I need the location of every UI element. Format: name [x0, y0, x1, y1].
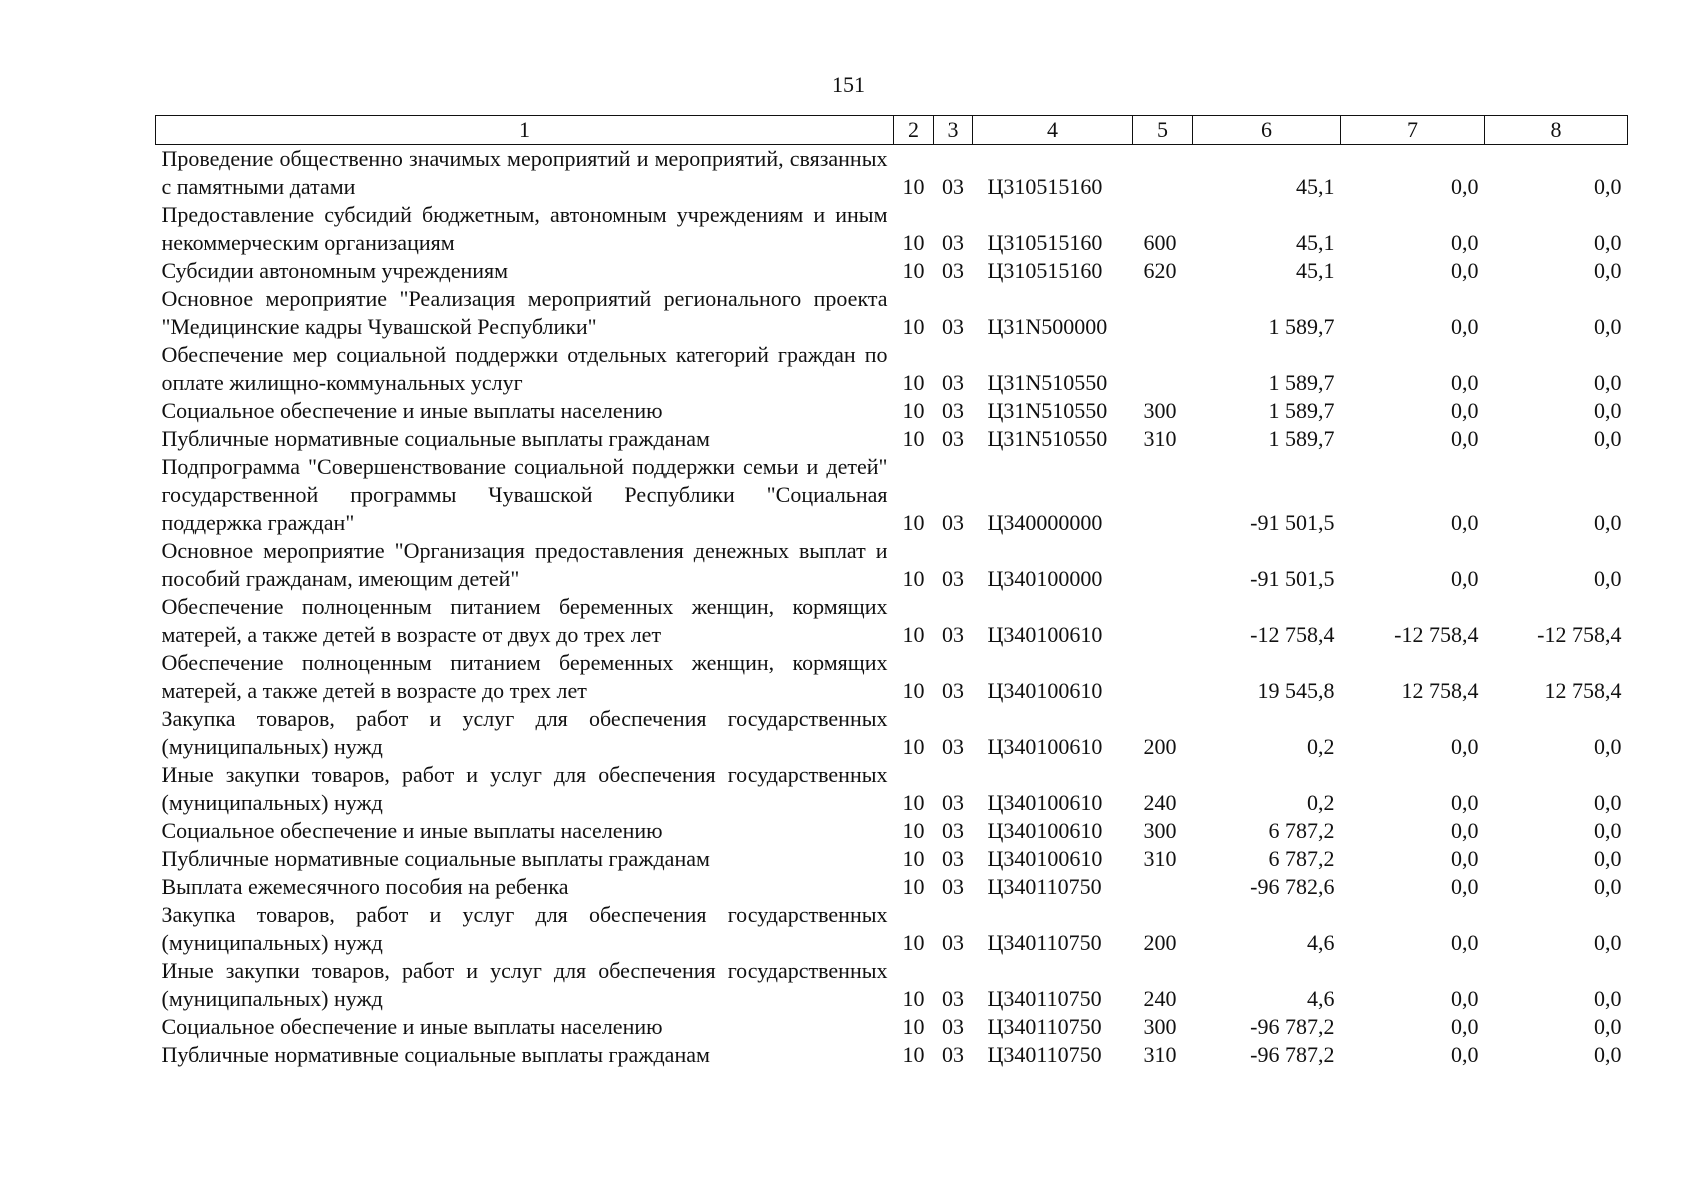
row-expense-type-cell: 600 [1143, 230, 1177, 255]
table-row [156, 705, 1628, 761]
row-name-text: Иные закупки товаров, работ и услуг для обеспечения государственных (муниципальных) нужд [161, 762, 888, 815]
column-header-6: 6 [1193, 116, 1341, 145]
row-subsection-cell: 03 [942, 370, 964, 395]
row-amount-col7-cell: 0,0 [1451, 398, 1479, 423]
row-amount-col8-cell: 0,0 [1594, 1014, 1622, 1039]
row-name-text: Предоставление субсидий бюджетным, автономным учреждениям и иным некоммерческим организациям [161, 202, 888, 255]
row-subsection-cell: 03 [942, 1014, 964, 1039]
column-header-2: 2 [894, 116, 934, 145]
row-expense-type-cell: 240 [1143, 790, 1177, 815]
row-section-cell: 10 [902, 622, 925, 647]
row-name-cell [156, 705, 894, 761]
row-section-cell: 10 [902, 930, 925, 955]
row-amount-col8-cell: 0,0 [1594, 258, 1622, 283]
row-expense-type-cell: 200 [1143, 734, 1177, 759]
row-expense-type-cell: 240 [1143, 986, 1177, 1011]
row-subsection-cell: 03 [942, 678, 964, 703]
row-subsection-cell: 03 [942, 398, 964, 423]
column-header-5: 5 [1133, 116, 1193, 145]
row-name-cell [156, 761, 894, 817]
row-name-cell [156, 285, 894, 341]
row-subsection-cell: 03 [942, 566, 964, 591]
row-name-text: Субсидии автономным учреждениям [161, 258, 509, 283]
row-target-code-cell: Ц310515160 [987, 258, 1103, 283]
row-subsection-cell: 03 [942, 426, 964, 451]
column-header-3: 3 [934, 116, 973, 145]
table-row [156, 397, 1628, 425]
table-row [156, 285, 1628, 341]
row-expense-type-cell: 200 [1143, 930, 1177, 955]
row-amount-col8-cell: 0,0 [1594, 174, 1622, 199]
row-subsection-cell: 03 [942, 790, 964, 815]
row-subsection-cell: 03 [942, 510, 964, 535]
row-amount-col7-cell: 0,0 [1451, 370, 1479, 395]
row-section-cell: 10 [902, 566, 925, 591]
table-row [156, 341, 1628, 397]
row-section-cell: 10 [902, 986, 925, 1011]
table-row [156, 817, 1628, 845]
table-row [156, 845, 1628, 873]
row-name-cell [156, 145, 894, 202]
column-header-8: 8 [1485, 116, 1628, 145]
row-name-text: Основное мероприятие "Организация предоставления денежных выплат и пособий гражданам, имеющим детей" [161, 538, 888, 591]
row-expense-type-cell: 310 [1143, 426, 1177, 451]
row-section-cell: 10 [902, 174, 925, 199]
row-target-code-cell: Ц340100610 [987, 734, 1103, 759]
row-amount-col7-cell: 0,0 [1451, 874, 1479, 899]
row-amount-col7-cell: 0,0 [1451, 258, 1479, 283]
row-section-cell: 10 [902, 370, 925, 395]
row-amount-col7-cell: 0,0 [1451, 790, 1479, 815]
row-expense-type-cell [1133, 341, 1193, 397]
row-name-text: Обеспечение полноценным питанием беременных женщин, кормящих матерей, а также детей в возрасте от двух до трех лет [161, 594, 888, 647]
row-amount-col6-cell: 45,1 [1296, 258, 1335, 283]
row-subsection-cell: 03 [942, 1042, 964, 1067]
row-amount-col6-cell: -91 501,5 [1250, 510, 1335, 535]
row-subsection-cell: 03 [942, 874, 964, 899]
table-row [156, 957, 1628, 1013]
row-name-cell [156, 425, 894, 453]
row-name-cell [156, 649, 894, 705]
row-target-code-cell: Ц340110750 [987, 930, 1102, 955]
row-name-cell [156, 1041, 894, 1069]
row-target-code-cell: Ц340110750 [987, 1042, 1102, 1067]
table-row [156, 649, 1628, 705]
row-name-text: Публичные нормативные социальные выплаты гражданам [161, 846, 710, 871]
row-expense-type-cell: 620 [1143, 258, 1177, 283]
table-row [156, 593, 1628, 649]
row-amount-col7-cell: 12 758,4 [1401, 678, 1479, 703]
row-amount-col6-cell: 45,1 [1296, 230, 1335, 255]
row-name-text: Публичные нормативные социальные выплаты гражданам [161, 1042, 710, 1067]
row-name-text: Основное мероприятие "Реализация мероприятий регионального проекта "Медицинские кадры Чувашской Республики" [161, 286, 888, 339]
row-section-cell: 10 [902, 846, 925, 871]
row-subsection-cell: 03 [942, 258, 964, 283]
row-expense-type-cell: 310 [1143, 846, 1177, 871]
row-name-text: Подпрограмма "Совершенствование социальной поддержки семьи и детей" государственной программы Чувашской Республики "Социальная поддержка граждан" [161, 454, 888, 535]
row-expense-type-cell [1133, 453, 1193, 537]
row-amount-col6-cell: 1 589,7 [1268, 426, 1335, 451]
row-target-code-cell: Ц340100610 [987, 818, 1103, 843]
row-expense-type-cell [1133, 649, 1193, 705]
row-amount-col7-cell: 0,0 [1451, 986, 1479, 1011]
row-amount-col7-cell: 0,0 [1451, 818, 1479, 843]
table-row [156, 201, 1628, 257]
row-amount-col7-cell: 0,0 [1451, 1042, 1479, 1067]
row-amount-col6-cell: 6 787,2 [1268, 818, 1335, 843]
row-name-cell [156, 957, 894, 1013]
row-name-text: Обеспечение полноценным питанием беременных женщин, кормящих матерей, а также детей в возрасте до трех лет [161, 650, 888, 703]
row-section-cell: 10 [902, 426, 925, 451]
row-expense-type-cell: 300 [1143, 398, 1177, 423]
row-amount-col6-cell: 1 589,7 [1268, 370, 1335, 395]
row-section-cell: 10 [902, 1014, 925, 1039]
row-section-cell: 10 [902, 1042, 925, 1067]
row-amount-col6-cell: 4,6 [1307, 930, 1335, 955]
row-name-text: Закупка товаров, работ и услуг для обеспечения государственных (муниципальных) нужд [161, 902, 888, 955]
row-amount-col7-cell: 0,0 [1451, 510, 1479, 535]
table-row [156, 761, 1628, 817]
row-section-cell: 10 [902, 790, 925, 815]
row-expense-type-cell: 300 [1143, 1014, 1177, 1039]
row-subsection-cell: 03 [942, 930, 964, 955]
row-target-code-cell: Ц31N500000 [987, 314, 1108, 339]
row-amount-col8-cell: 0,0 [1594, 398, 1622, 423]
row-target-code-cell: Ц340110750 [987, 986, 1102, 1011]
row-name-text: Социальное обеспечение и иные выплаты населению [161, 818, 663, 843]
column-header-4: 4 [973, 116, 1133, 145]
row-expense-type-cell [1133, 537, 1193, 593]
row-name-cell [156, 873, 894, 901]
row-amount-col7-cell: 0,0 [1451, 230, 1479, 255]
row-target-code-cell: Ц340110750 [987, 874, 1102, 899]
row-name-text: Иные закупки товаров, работ и услуг для обеспечения государственных (муниципальных) нужд [161, 958, 888, 1011]
row-expense-type-cell [1133, 873, 1193, 901]
row-section-cell: 10 [902, 230, 925, 255]
table-row [156, 453, 1628, 537]
row-expense-type-cell [1133, 145, 1193, 202]
row-amount-col8-cell: 0,0 [1594, 510, 1622, 535]
row-subsection-cell: 03 [942, 314, 964, 339]
row-target-code-cell: Ц310515160 [987, 174, 1103, 199]
row-amount-col7-cell: 0,0 [1451, 734, 1479, 759]
row-amount-col8-cell: 0,0 [1594, 1042, 1622, 1067]
table-row [156, 537, 1628, 593]
row-amount-col8-cell: 0,0 [1594, 790, 1622, 815]
row-amount-col8-cell: 0,0 [1594, 986, 1622, 1011]
row-target-code-cell: Ц310515160 [987, 230, 1103, 255]
row-name-cell [156, 397, 894, 425]
row-name-text: Проведение общественно значимых мероприятий и мероприятий, связанных с памятными датами [161, 146, 888, 199]
row-section-cell: 10 [902, 258, 925, 283]
row-target-code-cell: Ц31N510550 [987, 398, 1108, 423]
row-amount-col8-cell: 12 758,4 [1544, 678, 1622, 703]
row-target-code-cell: Ц340100610 [987, 622, 1103, 647]
table-row [156, 901, 1628, 957]
row-subsection-cell: 03 [942, 734, 964, 759]
row-subsection-cell: 03 [942, 818, 964, 843]
row-amount-col6-cell: -96 787,2 [1250, 1042, 1335, 1067]
row-name-text: Социальное обеспечение и иные выплаты населению [161, 398, 663, 423]
row-amount-col6-cell: 1 589,7 [1268, 398, 1335, 423]
row-amount-col8-cell: 0,0 [1594, 846, 1622, 871]
row-name-cell [156, 453, 894, 537]
row-amount-col6-cell: -91 501,5 [1250, 566, 1335, 591]
row-amount-col8-cell: 0,0 [1594, 566, 1622, 591]
row-subsection-cell: 03 [942, 846, 964, 871]
row-expense-type-cell [1133, 285, 1193, 341]
row-section-cell: 10 [902, 314, 925, 339]
row-name-cell [156, 537, 894, 593]
row-name-cell [156, 341, 894, 397]
row-target-code-cell: Ц340100610 [987, 846, 1103, 871]
row-amount-col6-cell: 1 589,7 [1268, 314, 1335, 339]
row-section-cell: 10 [902, 678, 925, 703]
row-amount-col7-cell: -12 758,4 [1394, 622, 1479, 647]
row-target-code-cell: Ц340100610 [987, 790, 1103, 815]
row-name-text: Закупка товаров, работ и услуг для обеспечения государственных (муниципальных) нужд [161, 706, 888, 759]
column-number-header-row [156, 116, 1628, 145]
row-name-cell [156, 901, 894, 957]
row-expense-type-cell: 300 [1143, 818, 1177, 843]
table-row [156, 145, 1628, 202]
row-amount-col6-cell: -96 787,2 [1250, 1014, 1335, 1039]
row-amount-col8-cell: 0,0 [1594, 314, 1622, 339]
row-target-code-cell: Ц31N510550 [987, 426, 1108, 451]
row-name-cell [156, 1013, 894, 1041]
row-name-text: Выплата ежемесячного пособия на ребенка [161, 874, 569, 899]
row-section-cell: 10 [902, 818, 925, 843]
row-section-cell: 10 [902, 398, 925, 423]
row-amount-col6-cell: 45,1 [1296, 174, 1335, 199]
row-name-cell [156, 201, 894, 257]
row-expense-type-cell: 310 [1143, 1042, 1177, 1067]
row-amount-col7-cell: 0,0 [1451, 930, 1479, 955]
row-amount-col6-cell: -12 758,4 [1250, 622, 1335, 647]
row-amount-col8-cell: 0,0 [1594, 734, 1622, 759]
row-subsection-cell: 03 [942, 174, 964, 199]
row-expense-type-cell [1133, 593, 1193, 649]
row-amount-col6-cell: 6 787,2 [1268, 846, 1335, 871]
row-amount-col6-cell: -96 782,6 [1250, 874, 1335, 899]
row-section-cell: 10 [902, 510, 925, 535]
row-amount-col8-cell: 0,0 [1594, 874, 1622, 899]
row-amount-col8-cell: 0,0 [1594, 930, 1622, 955]
row-subsection-cell: 03 [942, 230, 964, 255]
row-amount-col7-cell: 0,0 [1451, 174, 1479, 199]
table-row [156, 873, 1628, 901]
row-amount-col7-cell: 0,0 [1451, 1014, 1479, 1039]
column-header-1: 1 [156, 116, 894, 145]
row-amount-col7-cell: 0,0 [1451, 566, 1479, 591]
row-amount-col8-cell: 0,0 [1594, 370, 1622, 395]
row-amount-col6-cell: 0,2 [1307, 734, 1335, 759]
row-amount-col6-cell: 0,2 [1307, 790, 1335, 815]
row-target-code-cell: Ц31N510550 [987, 370, 1108, 395]
column-header-7: 7 [1341, 116, 1485, 145]
budget-table [155, 115, 1628, 1069]
row-amount-col8-cell: 0,0 [1594, 426, 1622, 451]
row-amount-col8-cell: 0,0 [1594, 230, 1622, 255]
row-amount-col6-cell: 4,6 [1307, 986, 1335, 1011]
row-amount-col6-cell: 19 545,8 [1257, 678, 1335, 703]
row-amount-col8-cell: -12 758,4 [1537, 622, 1622, 647]
row-section-cell: 10 [902, 874, 925, 899]
row-amount-col8-cell: 0,0 [1594, 818, 1622, 843]
row-subsection-cell: 03 [942, 622, 964, 647]
row-target-code-cell: Ц340000000 [987, 510, 1103, 535]
table-row [156, 1013, 1628, 1041]
row-target-code-cell: Ц340110750 [987, 1014, 1102, 1039]
row-amount-col7-cell: 0,0 [1451, 846, 1479, 871]
row-target-code-cell: Ц340100610 [987, 678, 1103, 703]
page-number: 151 [832, 72, 865, 97]
table-row [156, 257, 1628, 285]
table-row [156, 1041, 1628, 1069]
row-subsection-cell: 03 [942, 986, 964, 1011]
table-row [156, 425, 1628, 453]
row-name-cell [156, 257, 894, 285]
row-amount-col7-cell: 0,0 [1451, 314, 1479, 339]
row-name-cell [156, 845, 894, 873]
row-name-text: Социальное обеспечение и иные выплаты населению [161, 1014, 663, 1039]
row-amount-col7-cell: 0,0 [1451, 426, 1479, 451]
row-section-cell: 10 [902, 734, 925, 759]
row-name-text: Публичные нормативные социальные выплаты гражданам [161, 426, 710, 451]
row-name-cell [156, 593, 894, 649]
row-name-cell [156, 817, 894, 845]
row-name-text: Обеспечение мер социальной поддержки отдельных категорий граждан по оплате жилищно-коммунальных услуг [161, 342, 888, 395]
row-target-code-cell: Ц340100000 [987, 566, 1103, 591]
